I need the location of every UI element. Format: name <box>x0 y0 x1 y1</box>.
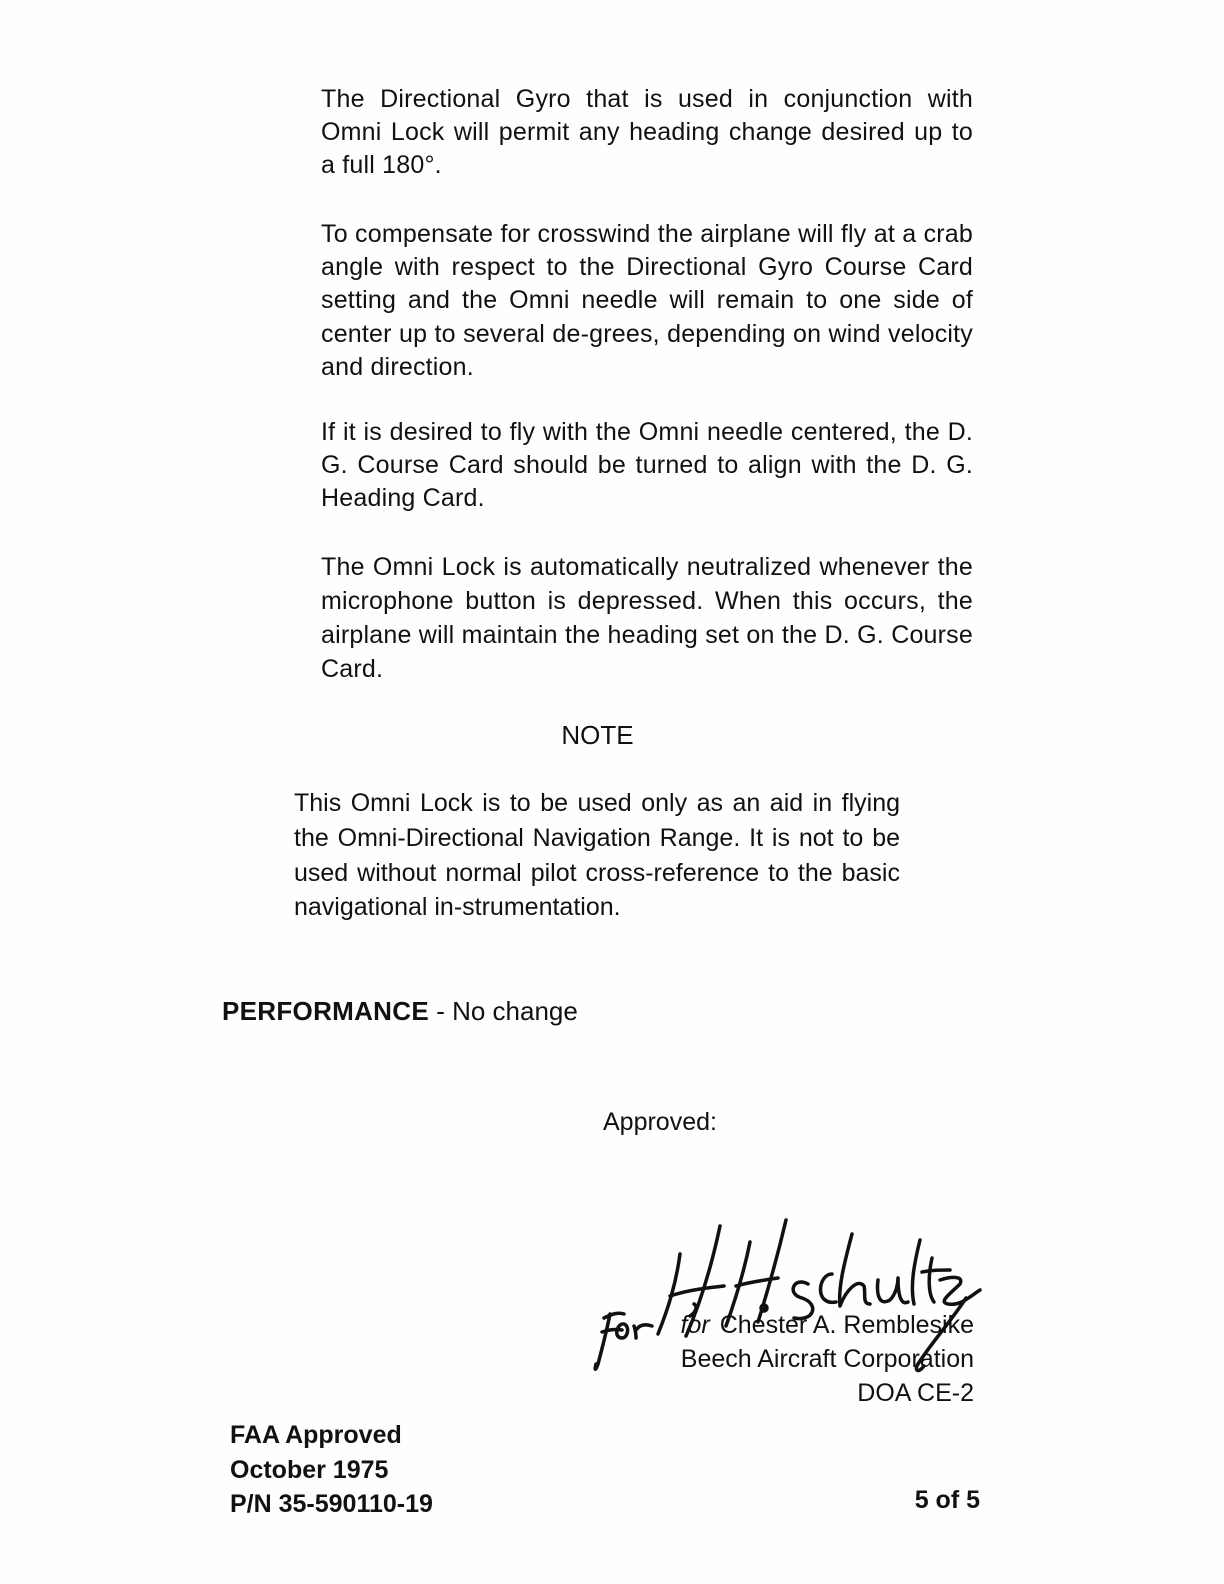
paragraph-omni-lock-neutralized: The Omni Lock is automatically neutralized whenever the microphone button is depressed. When this occurs, the airplane will maintain the heading set on the D. G. Course Card. <box>321 553 973 683</box>
signature-prefix: for <box>680 1311 710 1339</box>
performance-value: No change <box>452 996 578 1026</box>
paragraph-needle-centered: If it is desired to fly with the Omni needle centered, the D. G. Course Card should be turned to align with the D. G. Heading Card. <box>321 418 973 513</box>
performance-separator: - <box>428 996 453 1026</box>
signatory-doa: DOA CE-2 <box>857 1379 974 1407</box>
signatory-name: for Chester A. Remblesike <box>680 1311 974 1339</box>
footer-part-number: P/N 35-590110-19 <box>230 1490 433 1518</box>
note-heading: NOTE <box>561 720 634 750</box>
approved-label: Approved: <box>603 1108 717 1136</box>
note-text: This Omni Lock is to be used only as an aid in flying the Omni-Directional Navigation Range. It is not to be used without normal pilot cross-reference to the basic navigational in-strumentation. <box>294 789 900 922</box>
paragraph-crosswind: To compensate for crosswind the airplane will fly at a crab angle with respect to the Directional Gyro Course Card setting and the Omni needle will remain to one side of center up to several de-grees, depending on wind velocity and direction. <box>321 220 973 381</box>
footer-date: October 1975 <box>230 1455 389 1484</box>
paragraph-directional-gyro: The Directional Gyro that is used in conjunction with Omni Lock will permit any heading change desired up to a full 180°. <box>321 85 973 180</box>
footer-faa-approved: FAA Approved <box>230 1421 402 1449</box>
signatory-company: Beech Aircraft Corporation <box>680 1345 974 1373</box>
performance-line <box>222 996 578 1027</box>
page-number: 5 of 5 <box>914 1486 980 1514</box>
performance-label: PERFORMANCE <box>222 996 429 1026</box>
footer-approval-block <box>230 1418 433 1522</box>
